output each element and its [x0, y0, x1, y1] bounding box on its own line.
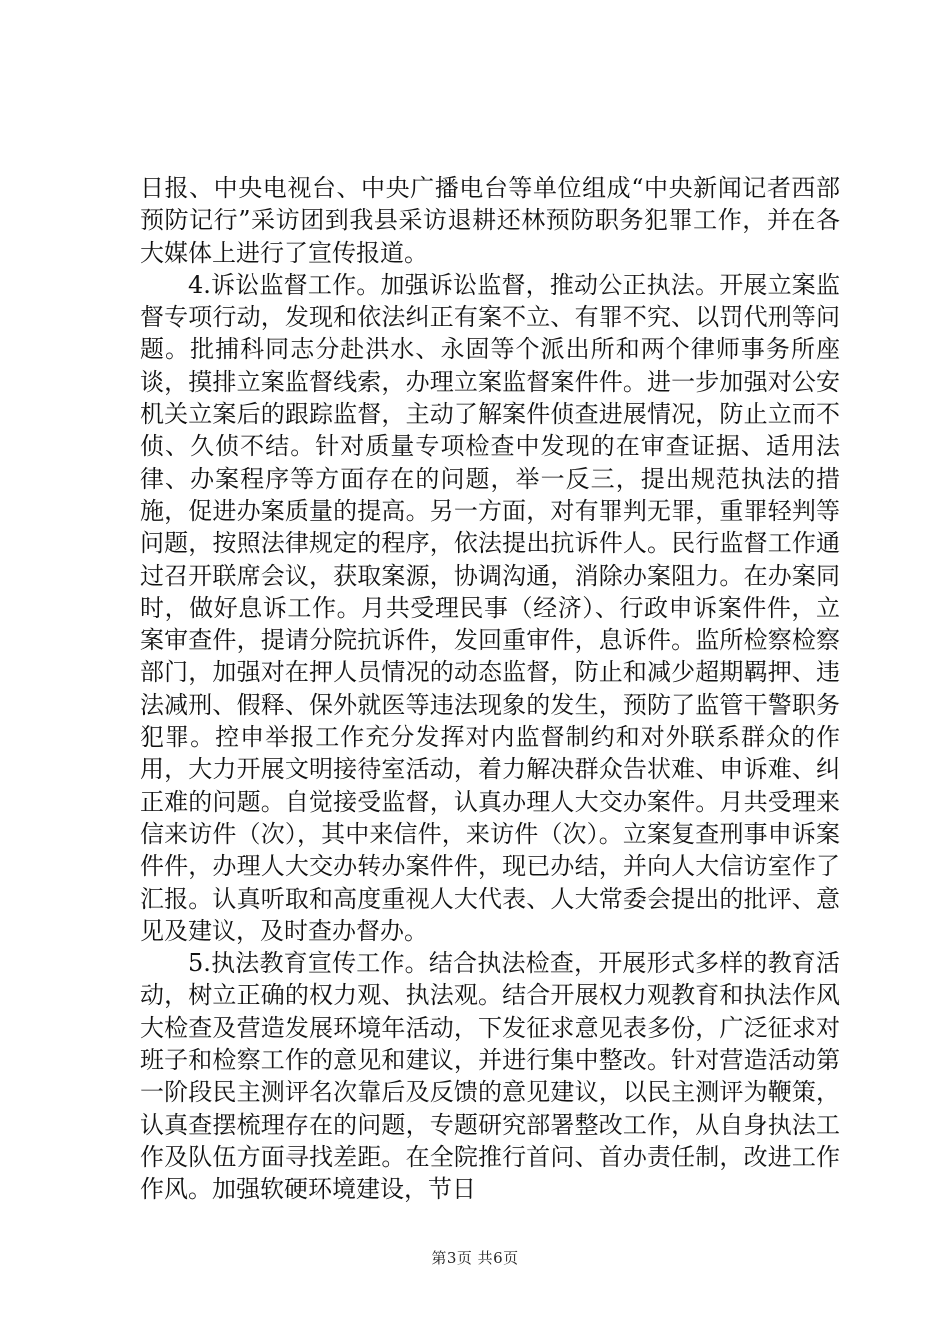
paragraph-law-enforcement-education: 5.执法教育宣传工作。结合执法检查，开展形式多样的教育活动，树立正确的权力观、执法观。结合开展权力观教育和执法作风大检查及营造发展环境年活动，下发征求意见表多份，广泛征求对班子和检察工作的意见和建议，并进行集中整改。针对营造活动第一阶段民主测评名次靠后及反馈的意见建议，以民主测评为鞭策，认真查摆梳理存在的问题，专题研究部署整改工作，从自身执法工作及队伍方面寻找差距。在全院推行首问、首办责任制，改进工作作风。加强软硬环境建设，节日 [140, 949, 840, 1204]
paragraph-continuation: 日报、中央电视台、中央广播电台等单位组成“中央新闻记者西部预防记行”采访团到我县采访退耕还林预防职务犯罪工作，并在各大媒体上进行了宣传报道。 [140, 174, 840, 267]
document-body [140, 172, 840, 1206]
page-footer: 第3页 共6页 [431, 1249, 519, 1267]
paragraph-litigation-supervision: 4.诉讼监督工作。加强诉讼监督，推动公正执法。开展立案监督专项行动，发现和依法纠正有案不立、有罪不究、以罚代刑等问题。批捕科同志分赴洪水、永固等个派出所和两个律师事务所座谈，摸排立案监督线索，办理立案监督案件件。进一步加强对公安机关立案后的跟踪监督，主动了解案件侦查进展情况，防止立而不侦、久侦不结。针对质量专项检查中发现的在审查证据、适用法律、办案程序等方面存在的问题，举一反三，提出规范执法的措施，促进办案质量的提高。另一方面，对有罪判无罪，重罪轻判等问题，按照法律规定的程序，依法提出抗诉件人。民行监督工作通过召开联席会议，获取案源，协调沟通，消除办案阻力。在办案同时，做好息诉工作。月共受理民事（经济）、行政申诉案件件，立案审查件，提请分院抗诉件，发回重审件，息诉件。监所检察检察部门，加强对在押人员情况的动态监督，防止和减少超期羁押、违法减刑、假释、保外就医等违法现象的发生，预防了监管干警职务犯罪。控申举报工作充分发挥对内监督制约和对外联系群众的作用，大力开展文明接待室活动，着力解决群众告状难、申诉难、纠正难的问题。自觉接受监督，认真办理人大交办案件。月共受理来信来访件（次），其中来信件，来访件（次）。立案复查刑事申诉案件件，办理人大交办转办案件件，现已办结，并向人大信访室作了汇报。认真听取和高度重视人大代表、人大常委会提出的批评、意见及建议，及时查办督办。 [140, 270, 840, 945]
